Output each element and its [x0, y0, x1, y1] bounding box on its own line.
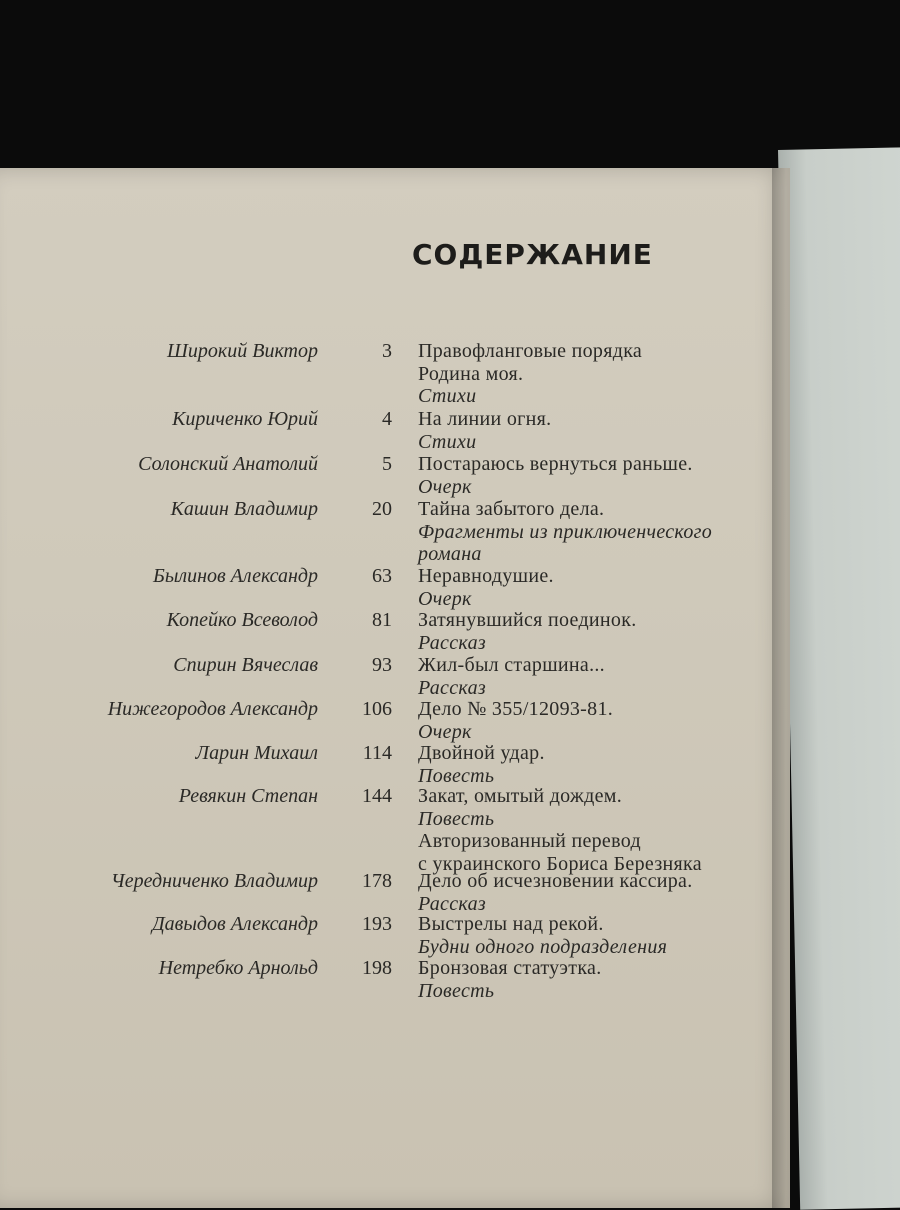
facing-page: [778, 147, 900, 1210]
page-gutter-shadow: [772, 168, 786, 1208]
toc-genre-line: Очерк: [418, 475, 472, 498]
toc-page-number: 81: [372, 609, 392, 631]
toc-title-line: Тайна забытого дела.: [418, 498, 605, 520]
toc-author: Ларин Михаил: [195, 742, 318, 764]
toc-author: Широкий Виктор: [167, 340, 318, 362]
toc-title-line: Постараюсь вернуться раньше.: [418, 453, 693, 475]
toc-author: Нетребко Арнольд: [158, 957, 318, 979]
toc-page-number: 178: [362, 870, 392, 892]
toc-genre-line: Очерк: [418, 720, 472, 743]
toc-page-number: 193: [362, 913, 392, 935]
toc-page-number: 4: [382, 408, 392, 430]
toc-author: Нижегородов Александр: [107, 698, 318, 720]
toc-title-block: [418, 498, 712, 566]
toc-author: Спирин Вячеслав: [173, 654, 318, 676]
toc-title-line: Двойной удар.: [418, 742, 545, 764]
toc-genre-line: Будни одного подразделения: [418, 935, 668, 958]
toc-title-block: [418, 785, 702, 875]
toc-title-line: Жил-был старшина...: [418, 654, 605, 676]
toc-title-line: Родина моя.: [418, 362, 524, 385]
toc-title-block: [418, 408, 551, 453]
toc-page-number: 114: [362, 742, 392, 764]
toc-page-number: 144: [362, 785, 392, 807]
toc-page-number: 5: [382, 453, 392, 475]
toc-genre-line: Рассказ: [418, 892, 486, 915]
toc-genre-line: Стихи: [418, 430, 477, 453]
toc-title-block: [418, 654, 605, 699]
toc-genre-line: Рассказ: [418, 631, 486, 654]
toc-genre-line: Повесть: [418, 764, 495, 787]
toc-author: Кириченко Юрий: [172, 408, 318, 430]
toc-title-line: Бронзовая статуэтка.: [418, 957, 602, 979]
toc-genre-line: Фрагменты из приключенческого: [418, 520, 713, 543]
toc-page-number: 198: [362, 957, 392, 979]
toc-genre-line: Очерк: [418, 587, 472, 610]
contents-heading: СОДЕРЖАНИЕ: [412, 238, 653, 271]
toc-title-line: с украинского Бориса Березняка: [418, 852, 702, 875]
toc-page-number: 3: [382, 340, 392, 362]
toc-genre-line: Повесть: [418, 979, 495, 1002]
toc-title-line: Дело № 355/12093-81.: [418, 698, 614, 720]
toc-author: Давыдов Александр: [151, 913, 318, 935]
toc-title-line: Неравнодушие.: [418, 565, 554, 587]
toc-title-block: [418, 742, 545, 787]
toc-title-block: [418, 698, 613, 743]
toc-title-block: [418, 957, 602, 1002]
toc-page-number: 106: [362, 698, 392, 720]
toc-title-line: Выстрелы над рекой.: [418, 913, 604, 935]
toc-author: Кашин Владимир: [170, 498, 318, 520]
toc-title-line: Дело об исчезновении кассира.: [418, 870, 693, 892]
toc-title-block: [418, 913, 667, 958]
toc-title-line: Авторизованный перевод: [418, 830, 641, 852]
toc-author: Солонский Анатолий: [138, 453, 318, 475]
toc-page-number: 20: [372, 498, 392, 520]
toc-author: Чередниченко Владимир: [110, 870, 318, 892]
toc-title-line: На линии огня.: [418, 408, 552, 430]
toc-author: Копейко Всеволод: [166, 609, 318, 631]
toc-title-line: Правофланговые порядка: [418, 340, 643, 362]
toc-genre-line: Повесть: [418, 807, 495, 830]
toc-author: Ревякин Степан: [178, 785, 318, 807]
toc-title-block: [418, 453, 693, 498]
toc-page-number: 93: [372, 654, 392, 676]
toc-genre-line: Стихи: [418, 385, 477, 407]
toc-page-number: 63: [372, 565, 392, 587]
toc-title-block: [418, 870, 693, 915]
toc-genre-line: Рассказ: [418, 676, 486, 699]
book-page: [0, 168, 790, 1208]
toc-title-block: [418, 609, 637, 654]
toc-title-block: [418, 565, 554, 610]
toc-title-line: Закат, омытый дождем.: [418, 785, 623, 807]
toc-title-block: [418, 340, 642, 408]
toc-genre-line: романа: [418, 543, 482, 565]
toc-author: Былинов Александр: [153, 565, 318, 587]
toc-title-line: Затянувшийся поединок.: [418, 609, 637, 631]
